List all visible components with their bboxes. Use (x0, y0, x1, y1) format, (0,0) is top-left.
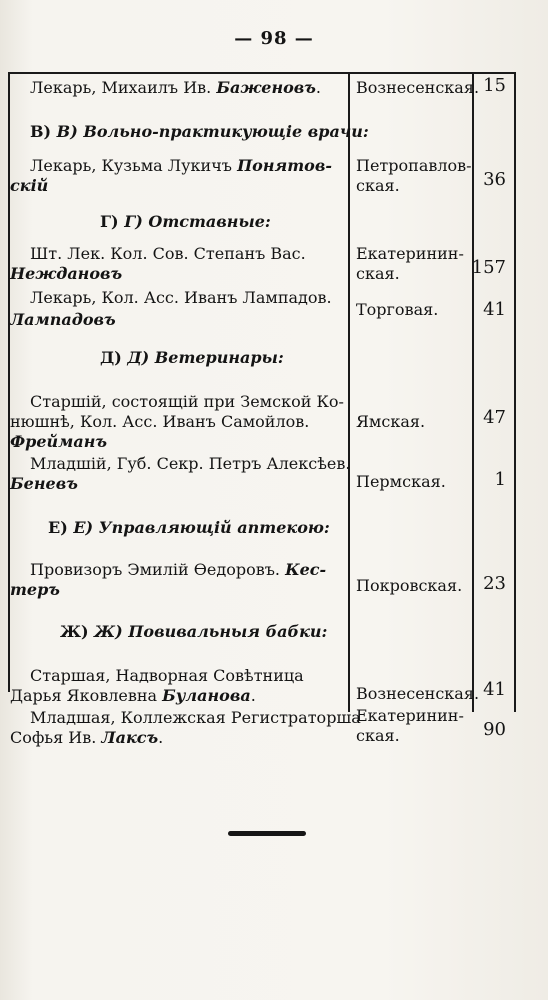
house-number: 41 (483, 299, 506, 320)
section-heading-zh: Ж) Ж) Повивальныя бабки: (60, 622, 328, 641)
entry-lampadov: Лекарь, Кол. Асс. Иванъ Лампадов. (30, 288, 332, 307)
section-heading-g: Г) Г) Отставные: (100, 212, 271, 231)
house-number: 1 (494, 469, 506, 490)
page-number: — 98 — (234, 28, 314, 49)
street-pokrovskaya: Покровская. (356, 576, 463, 595)
surname: Беневъ (10, 474, 78, 493)
entry-kester: Провизоръ Эмилій Ѳедоровъ. Кес- (30, 560, 327, 579)
top-rule (8, 72, 516, 74)
house-number: 157 (471, 257, 506, 278)
street-ekaterininskaya-2-cont: ская. (356, 726, 400, 745)
surname: Неждановъ (10, 264, 123, 283)
number-column-rule (472, 72, 474, 712)
street-yamskaya: Ямская. (356, 412, 426, 431)
entry-bulanova-line2: Дарья Яковлевна Буланова. (10, 686, 256, 705)
entry-benev: Младшій, Губ. Секр. Петръ Алексѣев. (30, 454, 351, 473)
entry-bulanova: Старшая, Надворная Совѣтница (30, 666, 304, 685)
end-ornament-rule (228, 831, 306, 836)
entry-laks: Младшая, Коллежская Регистраторша (30, 708, 361, 727)
surname: теръ (10, 580, 60, 599)
surname: Баженовъ (216, 78, 316, 97)
right-border-rule (514, 72, 516, 712)
street-voznesenskaya-2: Вознесенская. (356, 684, 480, 703)
house-number: 23 (483, 573, 506, 594)
street-ekaterininskaya: Екатеринин- (356, 244, 464, 263)
surname: скій (10, 176, 49, 195)
section-heading-e: Е) Е) Управляющій аптекою: (48, 518, 330, 537)
entry-nezhdanov: Шт. Лек. Кол. Сов. Степанъ Вас. (30, 244, 306, 263)
street-ekaterininskaya-cont: ская. (356, 264, 400, 283)
street-permskaya: Пермская. (356, 472, 446, 491)
surname: Фрейманъ (10, 432, 108, 451)
street-voznesenskaya: Вознесенская. (356, 78, 480, 97)
section-heading-v: В) В) Вольно-практикующіе врачи: (30, 122, 369, 141)
street-ekaterininskaya-2: Екатеринин- (356, 706, 464, 725)
entry-ponyatovsky: Лекарь, Кузьма Лукичъ Понятов- (30, 156, 332, 175)
house-number: 90 (483, 719, 506, 740)
house-number: 41 (483, 679, 506, 700)
entry-laks-line2: Софья Ив. Лаксъ. (10, 728, 164, 747)
street-torgovaya: Торговая. (356, 300, 439, 319)
section-heading-d: Д) Д) Ветеринары: (100, 348, 284, 367)
entry-bazhenov: Лекарь, Михаилъ Ив. Баженовъ. (30, 78, 322, 97)
entry-freiman: Старшій, состоящій при Земской Ко- (30, 392, 344, 411)
entry-freiman-line2: нюшнѣ, Кол. Асс. Иванъ Самойлов. (10, 412, 310, 431)
house-number: 47 (483, 407, 506, 428)
street-petropavlovskaya-cont: ская. (356, 176, 400, 195)
house-number: 15 (483, 75, 506, 96)
house-number: 36 (483, 169, 506, 190)
surname: Лампадовъ (10, 310, 116, 329)
street-petropavlovskaya: Петропавлов- (356, 156, 472, 175)
street-column-rule (348, 72, 350, 712)
